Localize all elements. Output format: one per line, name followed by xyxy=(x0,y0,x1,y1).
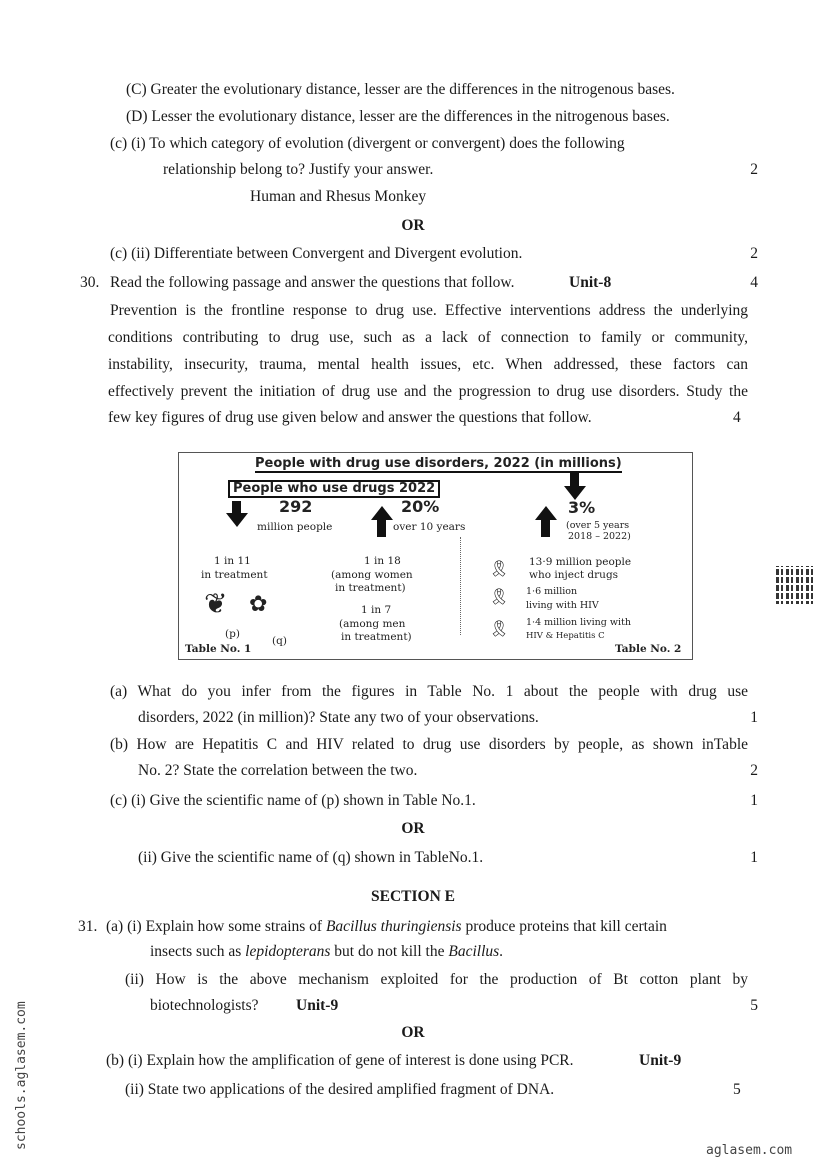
passage-line: Prevention is the frontline response to drug use. Effective interventions address the underlying xyxy=(110,302,748,319)
marks: 1 xyxy=(750,792,758,809)
qr-code xyxy=(776,566,814,604)
table-2-label: Table No. 2 xyxy=(615,643,682,655)
option-d: (D) Lesser the evolutionary distance, lesser are the differences in the nitrogenous bases. xyxy=(126,108,670,125)
text: produce proteins that kill certain xyxy=(461,918,667,935)
label-q: (q) xyxy=(272,635,287,647)
stat-text: in treatment) xyxy=(341,631,412,643)
example: Human and Rhesus Monkey xyxy=(250,188,427,205)
table-1-label: Table No. 1 xyxy=(185,643,252,655)
unit-label: Unit-9 xyxy=(639,1052,682,1069)
stat-label: 2018 – 2022) xyxy=(568,531,631,542)
stat-text: 13·9 million people xyxy=(529,556,632,568)
stat-value: 3% xyxy=(568,498,596,517)
marks: 1 xyxy=(750,709,758,726)
arrow-up-icon xyxy=(535,506,557,520)
marks: 2 xyxy=(750,245,758,262)
section-heading: SECTION E xyxy=(371,888,455,905)
stat-text: (among women xyxy=(331,569,413,581)
q31-a-i-line2 xyxy=(150,943,503,961)
ribbon-icon: 🎗︎ xyxy=(489,559,510,578)
unit-label: Unit-8 xyxy=(569,274,612,291)
text: (a) (i) Explain how some strains of xyxy=(106,918,326,935)
text: . xyxy=(499,943,504,960)
arrow-down-icon xyxy=(570,473,579,487)
marks: 2 xyxy=(750,161,758,178)
q30-a-line2: disorders, 2022 (in million)? State any two of your observations. xyxy=(138,709,539,726)
arrow-up-icon xyxy=(541,519,550,537)
passage-line: conditions contributing to drug use, such as a lack of connection to family or community, xyxy=(108,329,748,346)
or-divider: OR xyxy=(401,217,425,234)
stat-label: over 10 years xyxy=(393,521,466,533)
q30-intro: Read the following passage and answer the questions that follow. xyxy=(110,274,515,291)
q30-a-line1: (a) What do you infer from the figures in Table No. 1 about the people with drug use xyxy=(110,683,748,700)
italic-term: Bacillus thuringiensis xyxy=(325,918,462,935)
drug-use-figure xyxy=(178,452,693,660)
side-watermark: schools.aglasem.com xyxy=(14,1001,29,1150)
text: but do not kill the xyxy=(330,943,449,960)
q31-b-ii: (ii) State two applications of the desired amplified fragment of DNA. xyxy=(125,1081,555,1098)
marks: 2 xyxy=(750,762,758,779)
arrow-up-icon xyxy=(377,519,386,537)
unit-label: Unit-9 xyxy=(296,997,339,1014)
stat-text: living with HIV xyxy=(526,600,599,611)
stat-text: HIV & Hepatitis C xyxy=(526,631,605,641)
stat-text: (among men xyxy=(339,618,406,630)
option-c: (C) Greater the evolutionary distance, lesser are the differences in the nitrogenous bases. xyxy=(126,81,675,98)
q29-c-ii: (c) (ii) Differentiate between Convergent and Divergent evolution. xyxy=(110,245,523,262)
marks: 5 xyxy=(750,997,758,1014)
divider xyxy=(460,537,461,635)
stat-label: (over 5 years xyxy=(566,520,630,531)
flower-plant-icon: ✿ xyxy=(249,592,268,617)
stat-text: 1 in 18 xyxy=(364,555,401,567)
figure-box-label: People who use drugs 2022 xyxy=(228,480,440,498)
q31-a-i-line1 xyxy=(106,918,667,936)
stat-label: million people xyxy=(257,521,333,533)
ribbon-icon: 🎗︎ xyxy=(489,619,510,638)
stat-value: 20% xyxy=(401,497,440,516)
arrow-up-icon xyxy=(371,506,393,520)
figure-title: People with drug use disorders, 2022 (in millions) xyxy=(255,456,622,471)
stat-text: who inject drugs xyxy=(529,569,619,581)
or-divider: OR xyxy=(401,820,425,837)
passage-line: few key figures of drug use given below and answer the questions that follow. xyxy=(108,409,592,426)
stat-text: 1·6 million xyxy=(526,586,578,597)
q30-b-line2: No. 2? State the correlation between the two. xyxy=(138,762,418,779)
marks: 4 xyxy=(750,274,758,291)
q31-b-i: (b) (i) Explain how the amplification of gene of interest is done using PCR. xyxy=(106,1052,574,1069)
q31-a-ii-line2: biotechnologists? xyxy=(150,997,259,1014)
q29-c-i-line1: (c) (i) To which category of evolution (divergent or convergent) does the following xyxy=(110,135,625,152)
marks: 4 xyxy=(733,409,741,426)
stat-text: 1·4 million living with xyxy=(526,617,631,628)
or-divider: OR xyxy=(401,1024,425,1041)
bottom-watermark: aglasem.com xyxy=(706,1143,793,1158)
q30-b-line1: (b) How are Hepatitis C and HIV related to drug use disorders by people, as shown inTable xyxy=(110,736,748,753)
q31-a-ii-line1: (ii) How is the above mechanism exploited for the production of Bt cotton plant by xyxy=(125,971,748,988)
leaf-plant-icon: ❦ xyxy=(204,587,228,620)
stat-text: 1 in 7 xyxy=(361,604,392,616)
italic-term: lepidopterans xyxy=(245,943,331,960)
marks: 1 xyxy=(750,849,758,866)
label-p: (p) xyxy=(225,628,240,640)
question-number: 30. xyxy=(80,274,100,291)
q29-c-i-line2: relationship belong to? Justify your answer. xyxy=(163,161,434,178)
arrow-down-icon xyxy=(226,513,248,527)
stat-text: 1 in 11 xyxy=(214,555,251,567)
q30-c-ii: (ii) Give the scientific name of (q) shown in TableNo.1. xyxy=(138,849,484,866)
stat-text: in treatment xyxy=(201,569,268,581)
stat-value: 292 xyxy=(279,497,313,516)
passage-line: effectively prevent the initiation of drug use and the progression to drug use disorders. Study the xyxy=(108,383,748,400)
italic-term: Bacillus xyxy=(448,943,500,960)
question-number: 31. xyxy=(78,918,98,935)
ribbon-icon: 🎗︎ xyxy=(489,587,510,606)
q30-c-i: (c) (i) Give the scientific name of (p) shown in Table No.1. xyxy=(110,792,476,809)
marks: 5 xyxy=(733,1081,741,1098)
text: insects such as xyxy=(150,943,246,960)
stat-text: in treatment) xyxy=(335,582,406,594)
passage-line: instability, insecurity, trauma, mental health issues, etc. When addressed, these factors can xyxy=(108,356,748,373)
